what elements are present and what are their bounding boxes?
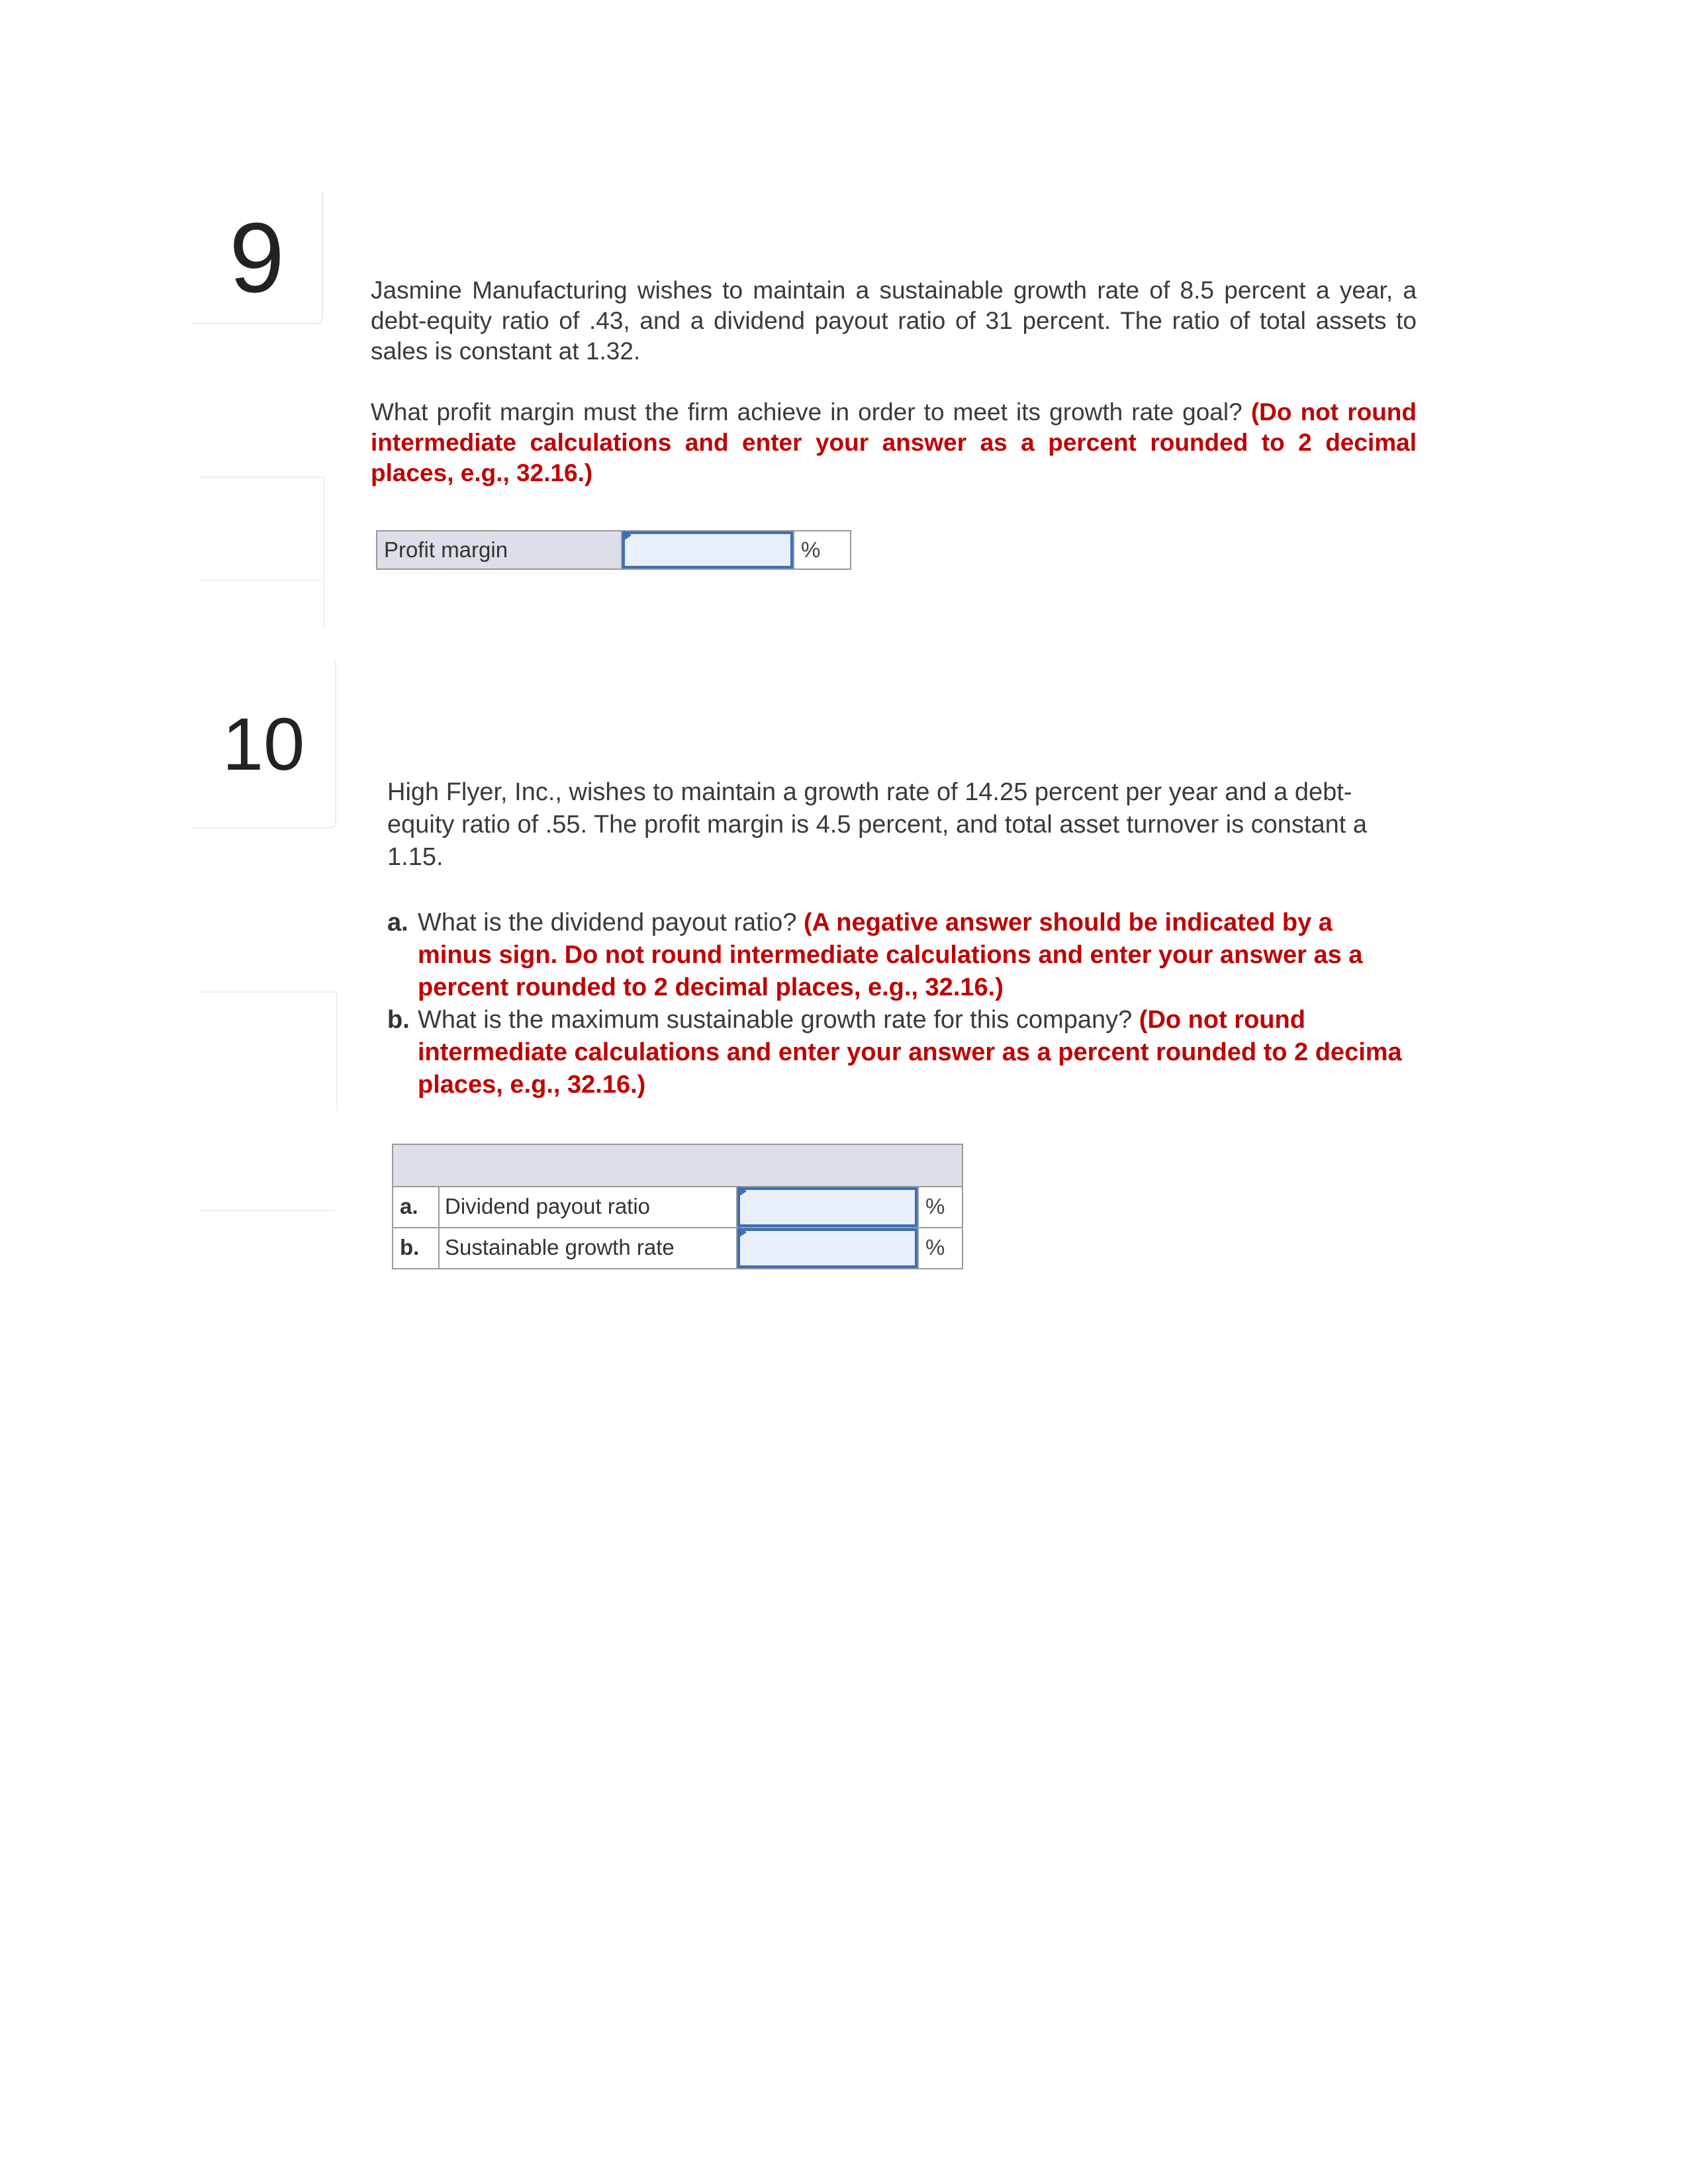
part-a-instruction-2: minus sign. Do not round intermediate calculations and enter your answer as a [418,941,1363,969]
row-b-label: Sustainable growth rate [440,1228,737,1268]
profit-margin-input-box[interactable] [622,531,793,569]
row-a-letter: a. [393,1187,440,1227]
question-number-10 [192,662,336,829]
part-b-body [418,1004,1402,1101]
part-a-line-1 [418,907,1362,939]
gutter-line-1 [199,580,322,581]
profit-margin-input[interactable] [625,534,790,566]
dividend-payout-input-box[interactable] [737,1187,917,1227]
part-b-instruction-2: intermediate calculations and enter your answer as a percent rounded to 2 decima [418,1038,1402,1066]
part-a-instruction-1: (A negative answer should be indicated by a [804,909,1333,936]
question-number-9-text: 9 [229,202,285,313]
gutter-line-2 [199,1210,335,1211]
question-9-intro: Jasmine Manufacturing wishes to maintain a sustainable growth rate of 8.5 percent a year, a debt-equity ratio of .43, and a dividend payout ratio of 31 percent. The ratio of total assets to sales is constant at 1.32. [371,277,1417,365]
question-10-intro-line-3: 1.15. [387,843,444,871]
question-number-10-text: 10 [222,703,305,786]
part-a-prompt: What is the dividend payout ratio? [418,909,797,936]
question-10-part-a [387,907,1499,1004]
part-b-prompt: What is the maximum sustainable growth rate for this company? [418,1006,1133,1034]
question-10-intro-line-1: High Flyer, Inc., wishes to maintain a growth rate of 14.25 percent per year and a debt- [387,778,1352,806]
gutter-frame-2 [199,991,338,1111]
part-b-instruction-3: places, e.g., 32.16.) [418,1071,646,1099]
part-a-instruction-3: percent rounded to 2 decimal places, e.g., 32.16.) [418,974,1004,1001]
question-number-9 [192,192,323,324]
row-b-unit: % [917,1228,962,1268]
part-b-instruction-1: (Do not round [1139,1006,1305,1034]
row-a-unit: % [917,1187,962,1227]
row-b-letter: b. [393,1228,440,1268]
part-a-body [418,907,1362,1004]
part-a-letter: a. [387,909,408,936]
part-b-line-1 [418,1004,1402,1036]
table-row [393,1187,962,1227]
profit-margin-label: Profit margin [377,531,622,569]
question-9-prompt [371,397,1417,488]
profit-margin-table [376,530,851,570]
dividend-payout-input[interactable] [740,1190,915,1224]
question-10-parts [387,907,1499,1101]
part-b-letter: b. [387,1006,410,1034]
sustainable-growth-input[interactable] [740,1231,915,1265]
question-10-part-b [387,1004,1499,1101]
gutter-frame-1 [199,477,324,629]
question-10-intro-line-2: equity ratio of .55. The profit margin is 4.5 percent, and total asset turnover is constant a [387,811,1367,839]
question-10-answer-table [392,1144,963,1269]
question-9-instruction: (Do not round intermediate calculations and enter your answer as a percent rounded to 2 decimal places, e.g., 32.16.) [371,398,1417,486]
answer-table-header [393,1145,962,1187]
question-10-intro [387,776,1499,874]
question-9-prompt-text: What profit margin must the firm achieve in order to meet its growth rate goal? [371,398,1243,426]
profit-margin-unit: % [793,531,850,569]
table-row [393,1227,962,1268]
sustainable-growth-input-box[interactable] [737,1228,917,1268]
row-a-label: Dividend payout ratio [440,1187,737,1227]
